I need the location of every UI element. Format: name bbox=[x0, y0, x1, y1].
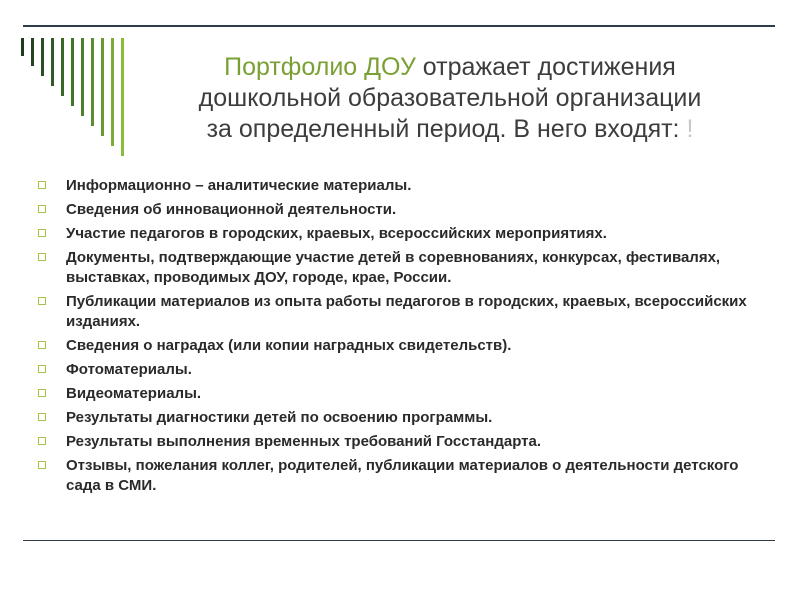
decorative-stripe bbox=[31, 38, 34, 66]
list-item bbox=[38, 360, 758, 380]
decorative-stripe bbox=[21, 38, 24, 56]
list-item bbox=[38, 432, 758, 452]
title-accent: Портфолио ДОУ bbox=[224, 53, 416, 81]
square-bullet-icon bbox=[38, 181, 46, 189]
decorative-stripe bbox=[111, 38, 114, 146]
list-item bbox=[38, 336, 758, 356]
square-bullet-icon bbox=[38, 389, 46, 397]
list-item bbox=[38, 224, 758, 244]
decorative-stripes bbox=[0, 0, 140, 170]
list-item-text: Документы, подтверждающие участие детей в соревнованиях, конкурсах, фестивалях, выставках, проводимых ДОУ, городе, крае, России. bbox=[66, 249, 721, 286]
list-item-text: Видеоматериалы. bbox=[66, 385, 202, 402]
square-bullet-icon bbox=[38, 229, 46, 237]
list-item-text: Сведения об инновационной деятельности. bbox=[66, 201, 397, 218]
title-line1-rest: отражает достижения bbox=[422, 53, 676, 81]
square-bullet-icon bbox=[38, 297, 46, 305]
decorative-stripe bbox=[61, 38, 64, 96]
list-item bbox=[38, 176, 758, 196]
square-bullet-icon bbox=[38, 461, 46, 469]
list-item bbox=[38, 248, 758, 288]
list-item bbox=[38, 384, 758, 404]
list-item-text: Результаты диагностики детей по освоению программы. bbox=[66, 409, 493, 426]
list-item-text: Публикации материалов из опыта работы педагогов в городских, краевых, всероссийских изданиях. bbox=[66, 293, 747, 330]
decorative-stripe bbox=[121, 38, 124, 156]
slide-title bbox=[170, 52, 730, 145]
list-item-text: Отзывы, пожелания коллег, родителей, публикации материалов о деятельности детского сада в СМИ. bbox=[66, 457, 739, 494]
title-line2: дошкольной образовательной организации bbox=[198, 84, 702, 112]
square-bullet-icon bbox=[38, 205, 46, 213]
content-list bbox=[38, 176, 758, 500]
title-line3: за определенный период. В него входят: bbox=[206, 115, 680, 143]
list-item bbox=[38, 408, 758, 428]
list-item-text: Фотоматериалы. bbox=[66, 361, 192, 378]
list-item bbox=[38, 200, 758, 220]
square-bullet-icon bbox=[38, 341, 46, 349]
list-item-text: Участие педагогов в городских, краевых, всероссийских мероприятиях. bbox=[66, 225, 607, 242]
decorative-stripe bbox=[81, 38, 84, 116]
list-item-text: Информационно – аналитические материалы. bbox=[66, 177, 412, 194]
decorative-stripe bbox=[91, 38, 94, 126]
square-bullet-icon bbox=[38, 365, 46, 373]
list-item bbox=[38, 456, 758, 496]
decorative-stripe bbox=[101, 38, 104, 136]
list-item bbox=[38, 292, 758, 332]
square-bullet-icon bbox=[38, 437, 46, 445]
title-trailing-mark: ! bbox=[686, 115, 694, 143]
decorative-stripe bbox=[51, 38, 54, 86]
bottom-divider-line bbox=[23, 540, 775, 541]
square-bullet-icon bbox=[38, 253, 46, 261]
square-bullet-icon bbox=[38, 413, 46, 421]
decorative-stripe bbox=[41, 38, 44, 76]
list-item-text: Результаты выполнения временных требований Госстандарта. bbox=[66, 433, 542, 450]
decorative-stripe bbox=[71, 38, 74, 106]
list-item-text: Сведения о наградах (или копии наградных свидетельств). bbox=[66, 337, 512, 354]
